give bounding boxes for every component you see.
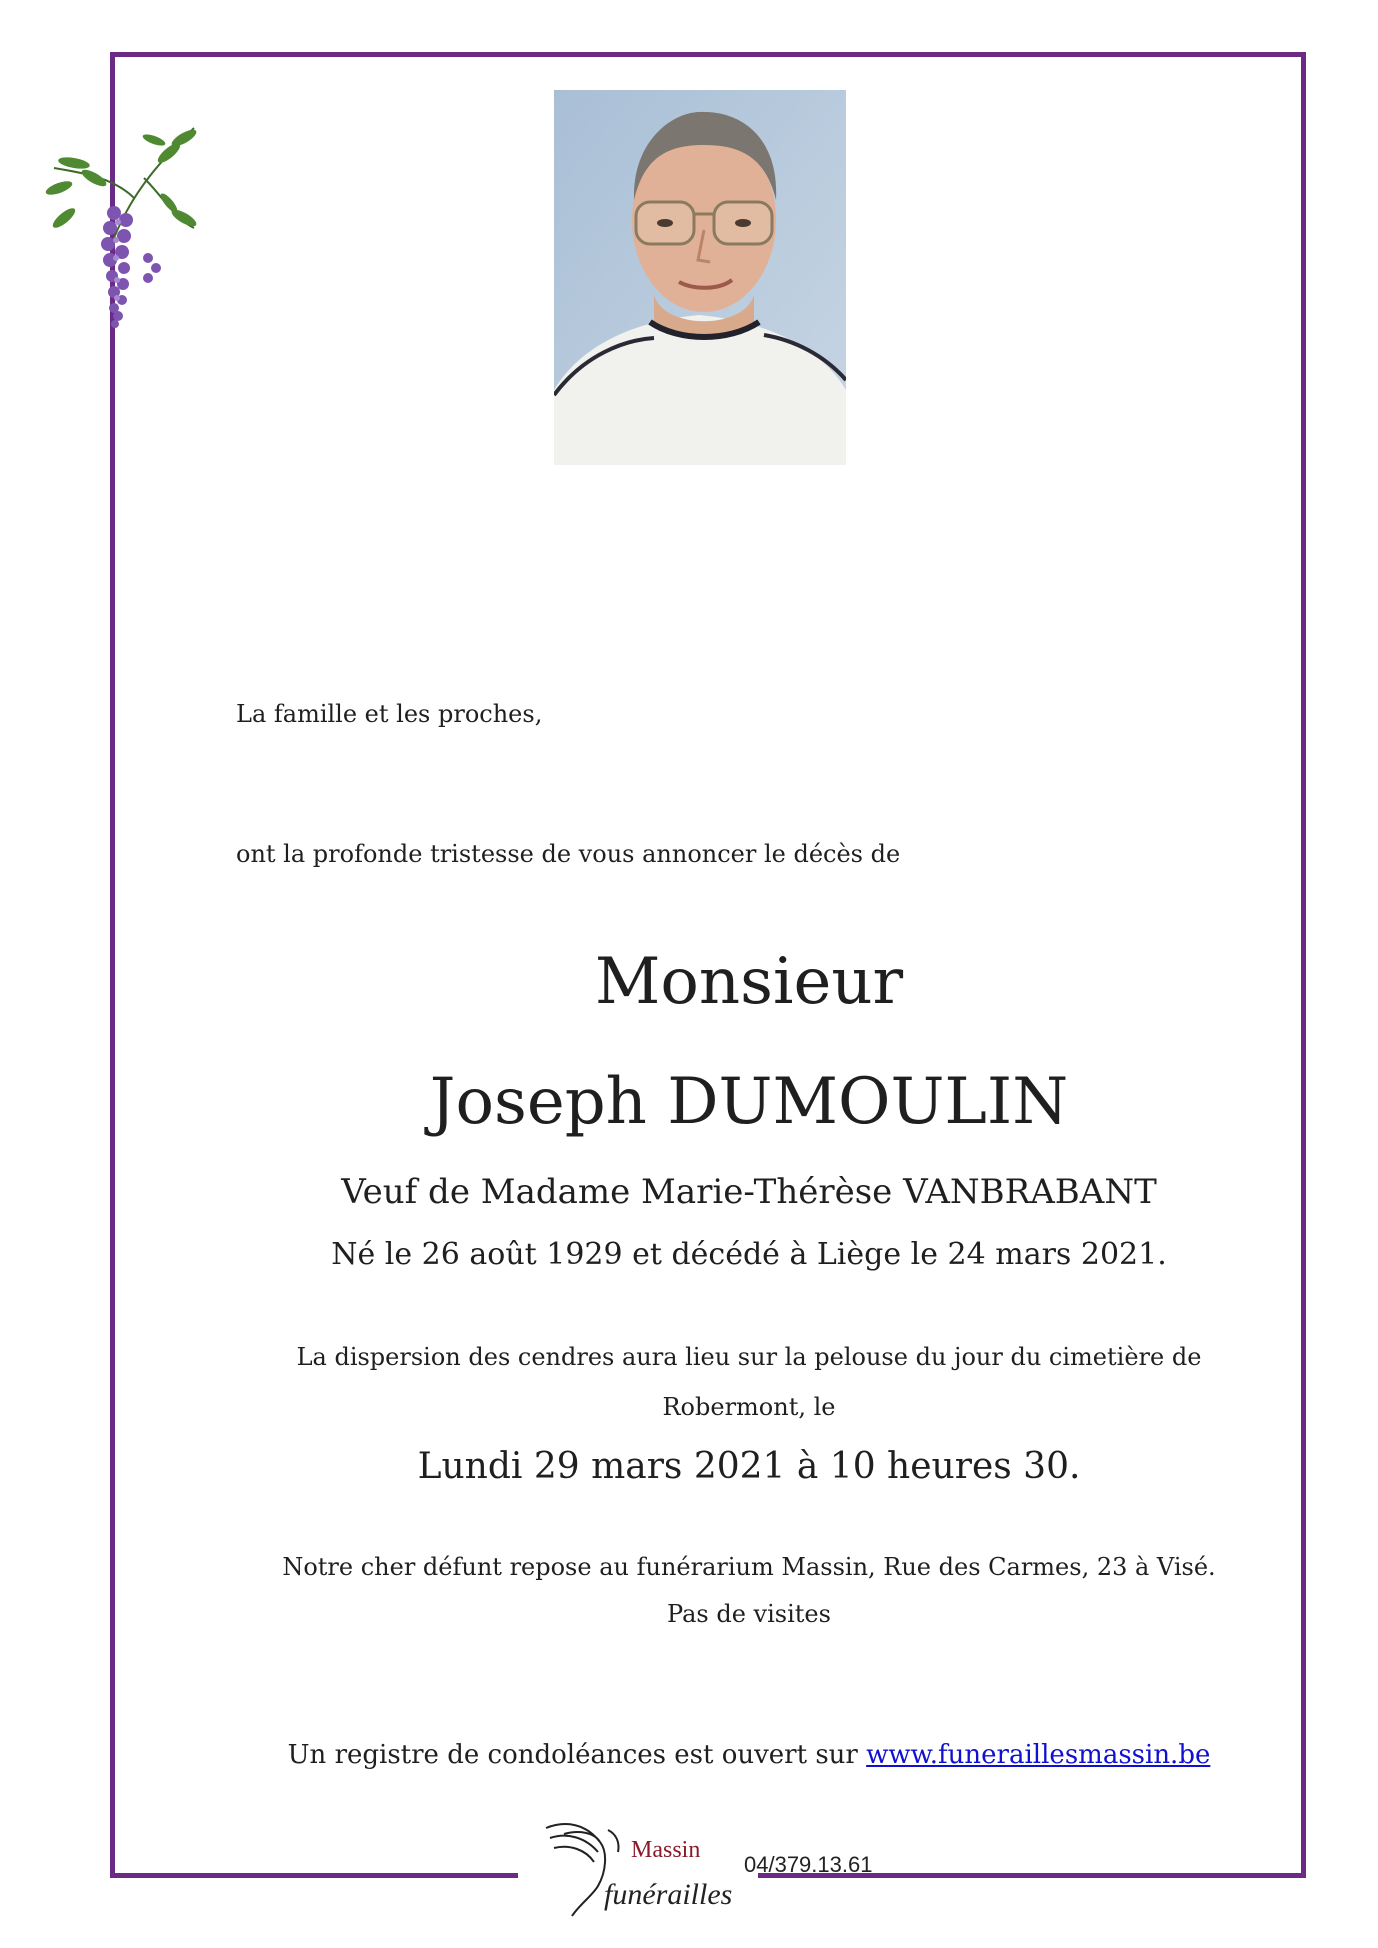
portrait-photo bbox=[554, 90, 846, 465]
intro-family: La famille et les proches, bbox=[236, 700, 543, 728]
honorific: Monsieur bbox=[594, 945, 904, 1019]
register-text: Un registre de condoléances est ouvert sur bbox=[287, 1740, 867, 1770]
logo-name-top: Massin bbox=[631, 1837, 701, 1863]
rest-location: Notre cher défunt repose au funérarium Massin, Rue des Carmes, 23 à Visé. bbox=[282, 1553, 1216, 1581]
ceremony-datetime: Lundi 29 mars 2021 à 10 heures 30. bbox=[417, 1446, 1081, 1487]
spouse-line: Veuf de Madame Marie-Thérèse VANBRABANT bbox=[341, 1172, 1157, 1212]
birth-death-line: Né le 26 août 1929 et décédé à Liège le 24 mars 2021. bbox=[331, 1237, 1167, 1272]
deceased-name: Joseph DUMOULIN bbox=[429, 1065, 1069, 1139]
intro-message: ont la profonde tristesse de vous annoncer le décès de bbox=[236, 840, 901, 868]
phone-number: 04/379.13.61 bbox=[744, 1852, 873, 1877]
condolence-register bbox=[60, 1740, 1378, 1770]
logo-name-bottom: funérailles bbox=[604, 1878, 733, 1911]
register-link[interactable]: www.funeraillesmassin.be bbox=[866, 1740, 1211, 1770]
visits-info: Pas de visites bbox=[667, 1600, 831, 1628]
wisteria-flower-decoration bbox=[44, 118, 204, 348]
ceremony-line-1: La dispersion des cendres aura lieu sur la pelouse du jour du cimetière de bbox=[296, 1343, 1202, 1371]
massin-funerailles-logo bbox=[536, 1812, 746, 1922]
ceremony-line-2: Robermont, le bbox=[662, 1393, 836, 1421]
